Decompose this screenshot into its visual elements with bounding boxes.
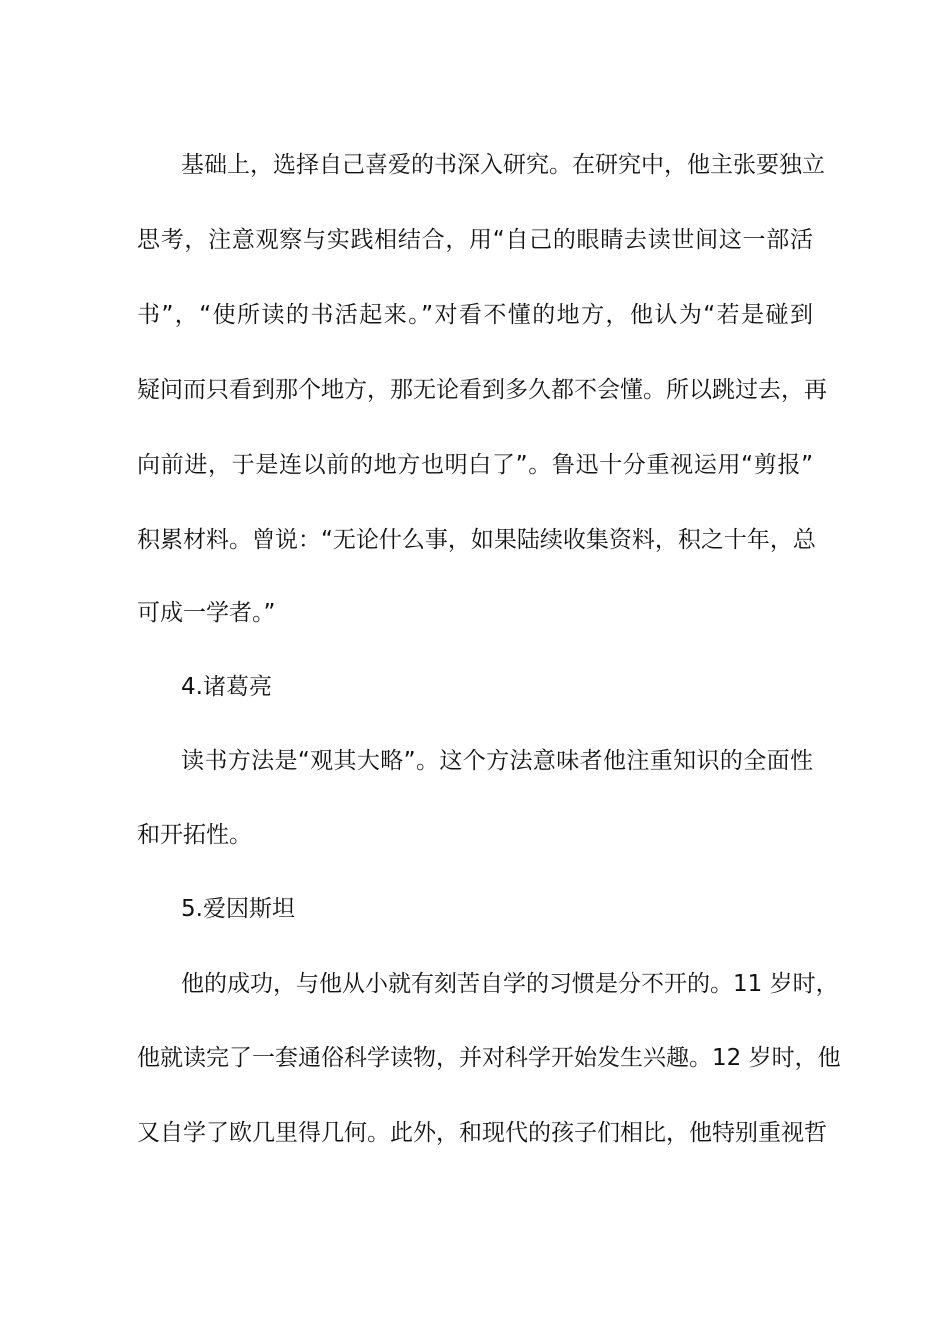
paragraph-1-line-4: 疑问而只看到那个地方，那无论看到多久都不会懂。所以跳过去，再 xyxy=(137,377,827,403)
paragraph-1-line-3: 书”，“使所读的书活起来。”对看不懂的地方，他认为“若是碰到 xyxy=(137,302,813,328)
paragraph-3-line-3: 又自学了欧几里得几何。此外，和现代的孩子们相比，他特别重视哲 xyxy=(137,1120,827,1146)
paragraph-1-line-7: 可成一学者。” xyxy=(137,600,276,626)
paragraph-3-line-2: 他就读完了一套通俗科学读物，并对科学开始发生兴趣。12 岁时，他 xyxy=(137,1045,841,1071)
paragraph-1-line-2: 思考，注意观察与实践相结合，用“自己的眼睛去读世间这一部活 xyxy=(137,227,813,253)
paragraph-1-line-6: 积累材料。曾说：“无论什么事，如果陆续收集资料，积之十年，总 xyxy=(137,527,816,553)
paragraph-1-line-5: 向前进，于是连以前的地方也明白了”。鲁迅十分重视运用“剪报” xyxy=(137,452,813,478)
paragraph-2-line-2: 和开拓性。 xyxy=(137,822,252,848)
heading-zhuge-liang: 4.诸葛亮 xyxy=(181,674,272,700)
heading-einstein: 5.爱因斯坦 xyxy=(181,896,295,922)
paragraph-1-line-1: 基础上，选择自己喜爱的书深入研究。在研究中，他主张要独立 xyxy=(181,152,825,178)
paragraph-3-line-1: 他的成功，与他从小就有刻苦自学的习惯是分不开的。11 岁时， xyxy=(181,971,839,997)
paragraph-2-line-1: 读书方法是“观其大略”。这个方法意味者他注重知识的全面性 xyxy=(181,748,813,774)
